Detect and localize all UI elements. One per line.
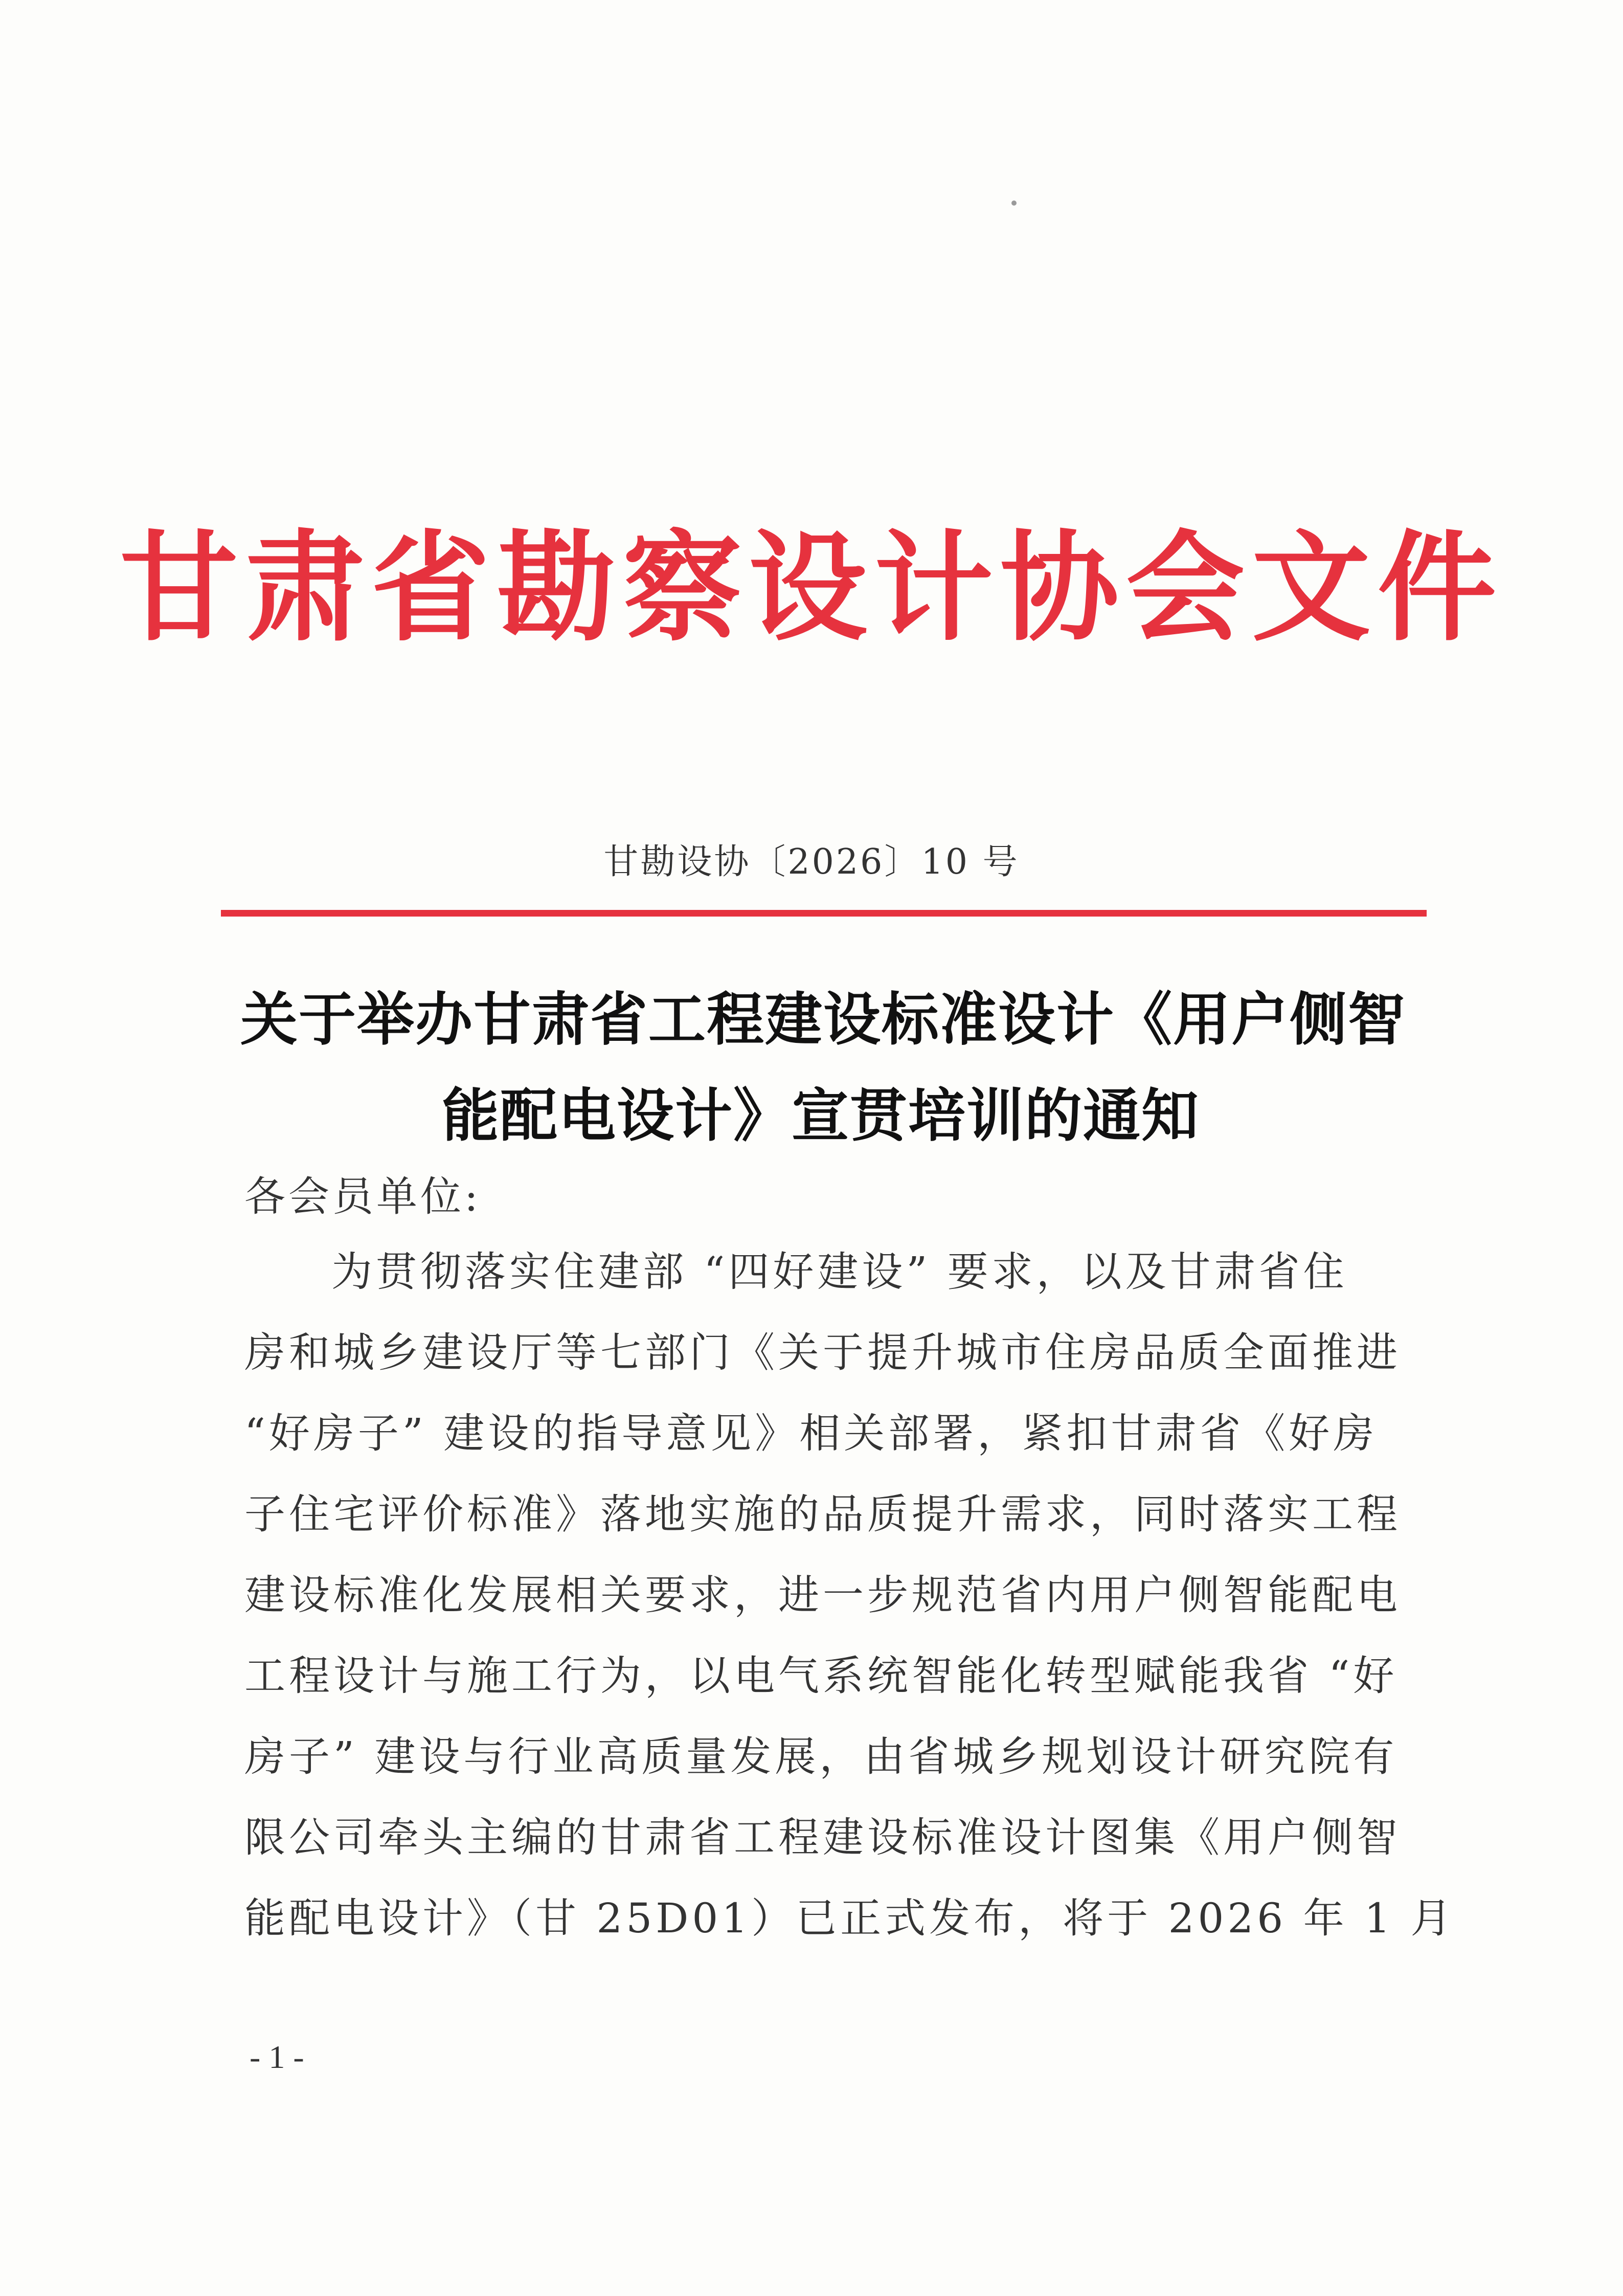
body-line: 为贯彻落实住建部 “四好建设” 要求，以及甘肃省住 xyxy=(331,1248,1348,1296)
salutation: 各会员单位: xyxy=(244,1173,481,1220)
body-paragraph xyxy=(244,1244,1455,1971)
masthead-title: 甘肃省勘察设计协会文件 xyxy=(119,519,1503,657)
body-line: 工程设计与施工行为，以电气系统智能化转型赋能我省 “好 xyxy=(244,1652,1398,1700)
notice-title-line-1: 关于举办甘肃省工程建设标准设计《用户侧智 xyxy=(240,987,1406,1053)
body-line: 能配电设计》（甘 25D01）已正式发布，将于 2026 年 1 月 xyxy=(244,1894,1455,1942)
notice-title xyxy=(240,972,1406,1164)
page-number: - 1 - xyxy=(250,2039,304,2075)
body-line: 房子” 建设与行业高质量发展，由省城乡规划设计研究院有 xyxy=(244,1733,1398,1780)
body-line: 子住宅评价标准》落地实施的品质提升需求，同时落实工程 xyxy=(244,1490,1401,1538)
document-number: 甘勘设协〔2026〕10 号 xyxy=(603,842,1020,882)
body-line: 房和城乡建设厅等七部门《关于提升城市住房品质全面推进 xyxy=(244,1329,1401,1376)
notice-title-line-2: 能配电设计》宣贯培训的通知 xyxy=(442,1083,1200,1149)
red-separator-line xyxy=(221,910,1427,917)
body-line: 限公司牵头主编的甘肃省工程建设标准设计图集《用户侧智 xyxy=(244,1814,1401,1861)
scan-speck xyxy=(1011,200,1017,206)
body-line: 建设标准化发展相关要求，进一步规范省内用户侧智能配电 xyxy=(244,1571,1401,1619)
body-line: “好房子” 建设的指导意见》相关部署，紧扣甘肃省《好房 xyxy=(244,1410,1378,1457)
